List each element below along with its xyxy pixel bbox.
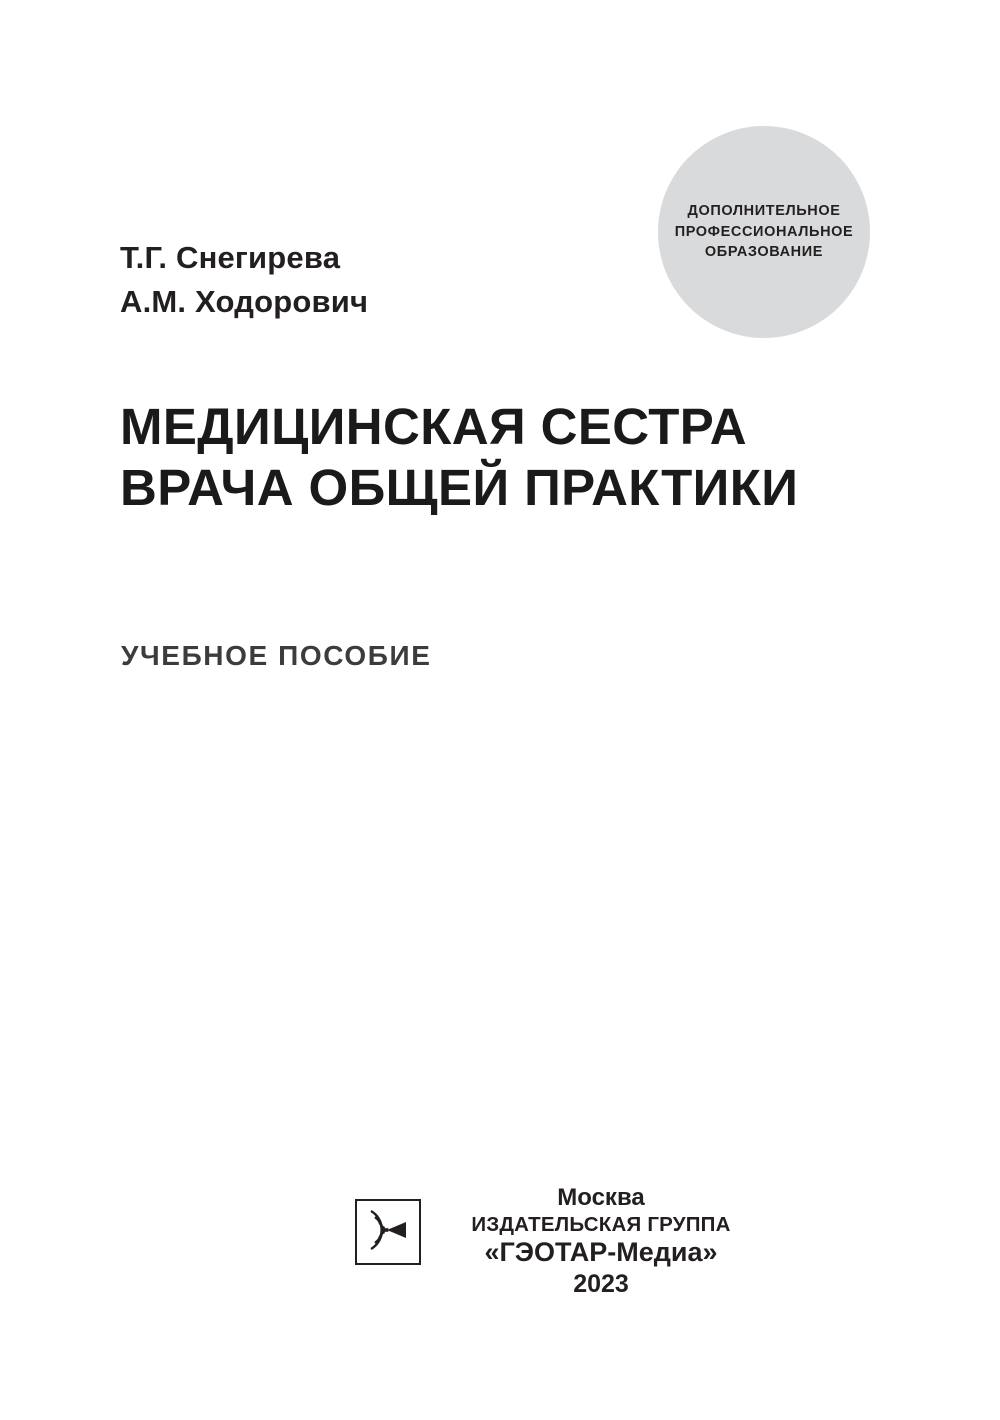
geotar-media-logo-icon (355, 1199, 421, 1265)
author-2: А.М. Ходорович (120, 284, 369, 320)
imprint-block (355, 1185, 775, 1299)
title-line-1: МЕДИЦИНСКАЯ СЕСТРА (120, 398, 747, 455)
author-1: Т.Г. Снегирева (120, 240, 341, 275)
imprint-year: 2023 (573, 1269, 629, 1298)
badge-line-2: ПРОФЕССИОНАЛЬНОЕ (674, 223, 854, 240)
authors-block (120, 236, 640, 324)
imprint-text (438, 1185, 764, 1299)
page-subtitle: УЧЕБНОЕ ПОСОБИЕ (121, 640, 432, 671)
badge-line-3: ОБРАЗОВАНИЕ (704, 244, 824, 261)
title-line-2: ВРАЧА ОБЩЕЙ ПРАКТИКИ (120, 459, 799, 517)
status-badge (658, 126, 870, 338)
badge-line-1: ДОПОЛНИТЕЛЬНОЕ (687, 203, 841, 220)
imprint-brand: «ГЭОТАР-Медиа» (484, 1236, 718, 1267)
imprint-group: ИЗДАТЕЛЬСКАЯ ГРУППА (471, 1212, 731, 1236)
page-title (120, 396, 920, 518)
imprint-city: Москва (557, 1184, 645, 1211)
